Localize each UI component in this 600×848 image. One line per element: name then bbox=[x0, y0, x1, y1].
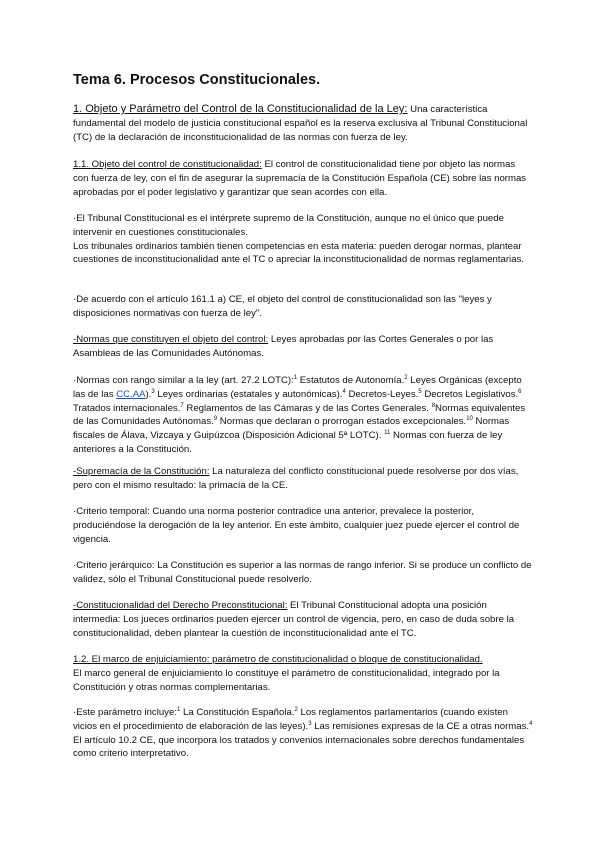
footnote-marker: 1 bbox=[293, 374, 298, 381]
norm-item: ). bbox=[145, 388, 152, 400]
ccaa-link[interactable]: CC.AA bbox=[116, 388, 146, 400]
section-1-1-paragraph bbox=[73, 158, 533, 199]
norms-rank-paragraph bbox=[73, 374, 533, 457]
footnote-marker: 4 bbox=[342, 388, 346, 395]
preconstitutional-heading: -Constitucionalidad del Derecho Preconstitucional: bbox=[73, 600, 288, 611]
footnote-marker: 6 bbox=[518, 388, 522, 395]
parameter-item: El artículo 10.2 CE, que incorpora los tratados y convenios internacionales sobre derechos fundamentales como criterio interpretativo. bbox=[73, 734, 525, 760]
parameter-item: Las remisiones expresas de la CE a otras normas. bbox=[311, 720, 530, 732]
section-1-2-paragraph bbox=[73, 653, 533, 694]
norm-item: Normas con fuerza de ley anteriores a la Constitución. bbox=[73, 430, 503, 455]
ordinary-courts-text: Los tribunales ordinarios también tienen competencias en esta materia: pueden derogar normas, plantear cuestiones de inconstitucionalidad ante el TC o apreciar la inconstitucionalidad de normas reglamentarias. bbox=[73, 240, 524, 266]
article-161-paragraph bbox=[73, 293, 533, 321]
norm-item: Estatutos de Autonomía. bbox=[297, 375, 405, 386]
norm-item: Normas que declaran o prorrogan estados excepcionales. bbox=[217, 416, 467, 428]
footnote-marker: 2 bbox=[404, 374, 408, 381]
parameter-intro: ·Este parámetro incluye: bbox=[73, 707, 177, 718]
document-title: Tema 6. Procesos Constitucionales. bbox=[73, 72, 321, 88]
footnote-marker: 3 bbox=[151, 388, 155, 395]
preconstitutional-paragraph bbox=[73, 599, 533, 640]
norm-item: Normas equivalentes de las Comunidades Autónomas. bbox=[73, 402, 526, 428]
footnote-marker: 10 bbox=[466, 416, 473, 423]
tc-interpreter-paragraph bbox=[73, 212, 533, 267]
parameter-item: Los reglamentos parlamentarios (cuando existen vicios en el procedimiento de elaboración de las leyes). bbox=[73, 707, 508, 732]
section-1-text: Una característica fundamental del modelo de justicia constitucional español es la reserva exclusiva al Tribunal Constitucional (TC) de la declaración de inconstitucionalidad de las normas con fuerza de ley. bbox=[73, 104, 528, 143]
footnote-marker: 3 bbox=[308, 720, 312, 727]
temporal-criterion-text: ·Criterio temporal: Cuando una norma posterior contradice una anterior, prevalece la posterior, produciéndose la derogación de la ley anterior. En este ámbito, cualquier juez puede ejercer el control de vigencia. bbox=[73, 506, 520, 545]
footnote-marker: 8 bbox=[431, 402, 436, 409]
hierarchical-criterion-paragraph bbox=[73, 559, 533, 587]
section-1-2-text: El marco general de enjuiciamiento lo constituye el parámetro de constitucionalidad, integrado por la Constitución y otras normas complementarias. bbox=[73, 667, 500, 693]
section-1-1-heading: 1.1. Objeto del control de constitucionalidad: bbox=[73, 159, 262, 170]
section-1-2-heading: 1.2. El marco de enjuiciamiento: parámetro de constitucionalidad o bloque de constitucionalidad. bbox=[73, 654, 483, 665]
footnote-marker: 11 bbox=[384, 430, 391, 436]
norm-item: Normas fiscales de Álava, Vizcaya y Guipúzcoa (Disposición Adicional 5ª LOTC). bbox=[73, 416, 510, 442]
tc-interpreter-text: ·El Tribunal Constitucional es el intérprete supremo de la Constitución, aunque no el único que puede intervenir en cuestiones constitucionales. bbox=[73, 213, 504, 238]
footnote-marker: 2 bbox=[294, 706, 298, 713]
norm-item: Decretos Legislativos. bbox=[421, 388, 519, 400]
temporal-criterion-paragraph bbox=[73, 505, 533, 546]
hierarchical-criterion-text: ·Criterio jerárquico: La Constitución es superior a las normas de rango inferior. Si se produce un conflicto de validez, sólo el Tribunal Constitucional puede resolverlo. bbox=[73, 560, 532, 585]
footnote-marker: 7 bbox=[180, 402, 184, 409]
parameter-item: La Constitución Española. bbox=[180, 707, 295, 718]
section-1-heading: 1. Objeto y Parámetro del Control de la Constitucionalidad de la Ley: bbox=[73, 103, 408, 115]
norm-item: Leyes Orgánicas (excepto las de las bbox=[73, 375, 522, 400]
footnote-marker: 9 bbox=[213, 416, 218, 423]
supremacy-heading: -Supremacía de la Constitución: bbox=[73, 466, 210, 477]
norms-rank-intro: ·Normas con rango similar a la ley (art. 27.2 LOTC): bbox=[73, 375, 294, 386]
preconstitutional-text: El Tribunal Constitucional adopta una posición intermedia: Los jueces ordinarios pueden ejercer un control de vigencia, pero, en caso de duda sobre la constitucionalidad, deben plantear la cuestión de inconstitucionalidad ante el TC. bbox=[73, 600, 515, 639]
article-161-text: ·De acuerdo con el artículo 161.1 a) CE, el objeto del control de constitucionalidad son las "leyes y disposiciones normativas con fuerza de ley". bbox=[73, 294, 492, 319]
norm-item: Decretos-Leyes. bbox=[345, 388, 419, 400]
footnote-marker: 5 bbox=[418, 388, 422, 395]
parameter-includes-paragraph bbox=[73, 706, 533, 761]
norms-object-heading: -Normas que constituyen el objeto del control: bbox=[73, 334, 269, 345]
supremacy-text: La naturaleza del conflicto constitucional puede resolverse por dos vías, pero con el mismo resultado: la primacía de la CE. bbox=[73, 466, 519, 491]
norm-item: Reglamentos de las Cámaras y de las Cortes Generales. bbox=[183, 402, 430, 414]
footnote-marker: 1 bbox=[176, 706, 181, 713]
norms-object-text: Leyes aprobadas por las Cortes Generales o por las Asambleas de las Comunidades Autónomas. bbox=[73, 334, 494, 359]
section-1-1-text: El control de constitucionalidad tiene por objeto las normas con fuerza de ley, con el fin de asegurar la supremacía de la Constitución Española (CE) sobre las normas aprobadas por el poder legislativo y garantizar que sean acordes con ella. bbox=[73, 159, 527, 198]
supremacy-paragraph bbox=[73, 465, 533, 493]
footnote-marker: 4 bbox=[529, 720, 533, 727]
norm-item: Leyes ordinarias (estatales y autonómicas). bbox=[154, 388, 343, 400]
section-1-paragraph bbox=[73, 103, 533, 144]
norm-item: Tratados internacionales. bbox=[73, 402, 181, 414]
norms-object-paragraph bbox=[73, 333, 533, 361]
